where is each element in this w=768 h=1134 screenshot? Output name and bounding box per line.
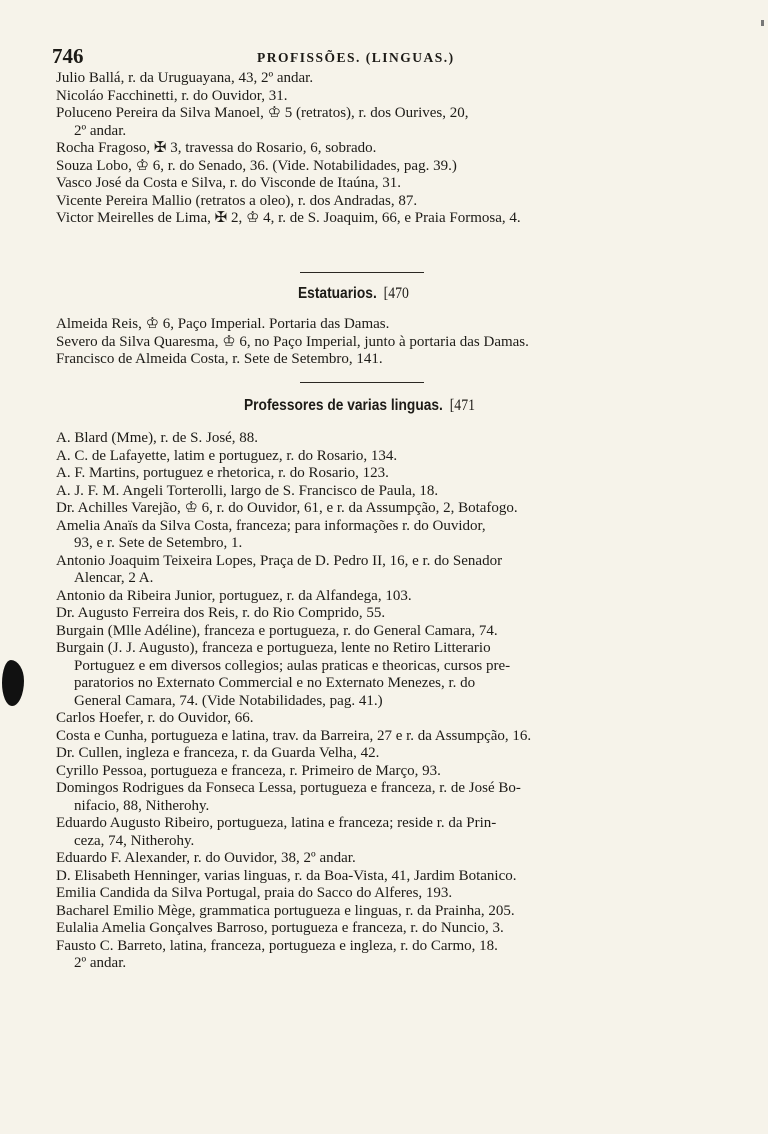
paper-speck [761,20,764,26]
list-item-continuation: ceza, 74, Nitherohy. [74,832,195,849]
page-number: 746 [52,44,84,68]
estatuarios-entries [56,316,692,369]
list-item: Emilia Candida da Silva Portugal, praia do Sacco do Alferes, 193. [56,885,453,901]
list-item: Burgain (J. J. Augusto), franceza e portugueza, lente no Retiro Litterario [56,640,491,656]
list-item-continuation: Portuguez e em diversos collegios; aulas praticas e theoricas, cursos pre- [74,657,511,674]
list-item: Victor Meirelles de Lima, ✠ 2, ♔ 4, r. de S. Joaquim, 66, e Praia Formosa, 4. [56,210,521,226]
list-item: Severo da Silva Quaresma, ♔ 6, no Paço Imperial, junto à portaria das Damas. [56,333,529,350]
list-item: Dr. Achilles Varejão, ♔ 6, r. do Ouvidor, 61, e r. da Assumpção, 2, Botafogo. [56,500,518,516]
list-item: Fausto C. Barreto, latina, franceza, portugueza e ingleza, r. do Carmo, 18. [56,937,498,954]
running-title: PROFISSÕES. (LINGUAS.) [257,50,455,65]
list-item: Bacharel Emilio Mège, grammatica portugueza e linguas, r. da Prainha, 205. [56,902,515,919]
list-item-continuation: 93, e r. Sete de Setembro, 1. [74,535,243,551]
ink-blot [2,660,24,706]
section-title-text: Professores de varias linguas. [244,397,443,414]
list-item: Eduardo Augusto Ribeiro, portugueza, latina e franceza; reside r. da Prin- [56,815,497,831]
list-item: Cyrillo Pessoa, portugueza e franceza, r. Primeiro de Março, 93. [56,762,441,779]
list-item: Carlos Hoefer, r. do Ouvidor, 66. [56,710,254,726]
section-title-professores [244,397,475,415]
list-item: Poluceno Pereira da Silva Manoel, ♔ 5 (retratos), r. dos Ourives, 20, [56,105,469,121]
list-item: Nicoláo Facchinetti, r. do Ouvidor, 31. [56,87,288,104]
list-item: Eulalia Amelia Gonçalves Barroso, portugueza e franceza, r. do Nuncio, 3. [56,920,504,936]
top-entries [56,70,692,228]
list-item-continuation: paratorios no Externato Commercial e no Externato Menezes, r. do [74,675,476,691]
list-item: D. Elisabeth Henninger, varias linguas, r. da Boa-Vista, 41, Jardim Botanico. [56,867,517,884]
list-item-continuation: General Camara, 74. (Vide Notabilidades, pag. 41.) [74,692,383,709]
list-item: Antonio da Ribeira Junior, portuguez, r. da Alfandega, 103. [56,587,412,604]
list-item: Almeida Reis, ♔ 6, Paço Imperial. Portaria das Damas. [56,316,390,332]
list-item: Dr. Augusto Ferreira dos Reis, r. do Rio Comprido, 55. [56,605,386,621]
list-item: Souza Lobo, ♔ 6, r. do Senado, 36. (Vide. Notabilidades, pag. 39.) [56,157,457,174]
list-item-continuation: Alencar, 2 A. [74,570,154,586]
list-item: Julio Ballá, r. da Uruguayana, 43, 2º andar. [56,70,314,86]
list-item: Francisco de Almeida Costa, r. Sete de Setembro, 141. [56,351,383,367]
list-item: A. C. de Lafayette, latim e portuguez, r. do Rosario, 134. [56,447,398,464]
list-item: Domingos Rodrigues da Fonseca Lessa, portugueza e franceza, r. de José Bo- [56,780,521,796]
list-item: Costa e Cunha, portugueza e latina, trav. da Barreira, 27 e r. da Assumpção, 16. [56,727,532,744]
section-divider [300,382,424,383]
section-divider [300,272,424,273]
section-title-text: Estatuarios. [298,285,377,302]
section-ref: [471 [449,397,475,414]
section-ref: [470 [383,285,409,302]
page-header [52,44,692,68]
list-item: A. J. F. M. Angeli Torterolli, largo de S. Francisco de Paula, 18. [56,482,439,499]
list-item-continuation: nifacio, 88, Nitherohy. [74,797,210,814]
list-item: Dr. Cullen, ingleza e franceza, r. da Guarda Velha, 42. [56,745,380,761]
list-item: Burgain (Mlle Adéline), franceza e portugueza, r. do General Camara, 74. [56,622,498,639]
list-item: Vasco José da Costa e Silva, r. do Visconde de Itaúna, 31. [56,175,402,191]
list-item: Vicente Pereira Mallio (retratos a oleo), r. dos Andradas, 87. [56,192,418,209]
list-item-continuation: 2º andar. [74,122,127,139]
list-item: Antonio Joaquim Teixeira Lopes, Praça de D. Pedro II, 16, e r. do Senador [56,552,503,569]
professores-entries [56,430,692,973]
list-item: Amelia Anaïs da Silva Costa, franceza; para informações r. do Ouvidor, [56,517,486,534]
list-item: Rocha Fragoso, ✠ 3, travessa do Rosario, 6, sobrado. [56,140,377,156]
section-title-estatuarios [298,285,409,303]
list-item: Eduardo F. Alexander, r. do Ouvidor, 38, 2º andar. [56,850,356,866]
list-item: A. Blard (Mme), r. de S. José, 88. [56,430,259,446]
list-item-continuation: 2º andar. [74,955,127,971]
list-item: A. F. Martins, portuguez e rhetorica, r. do Rosario, 123. [56,465,389,481]
